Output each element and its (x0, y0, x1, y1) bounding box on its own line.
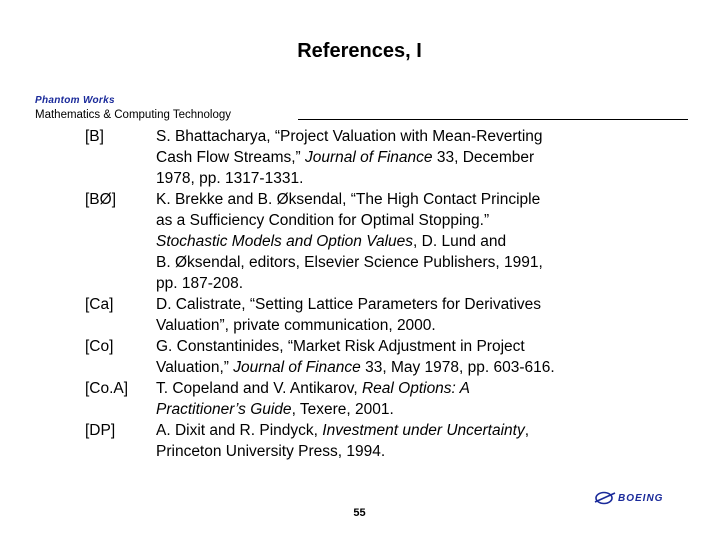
citation-text: A. Dixit and R. Pindyck, (156, 422, 323, 439)
reference-citation (156, 420, 636, 462)
reference-citation (156, 378, 636, 420)
citation-text: pp. 187-208. (156, 275, 244, 292)
department-label: Mathematics & Computing Technology (35, 109, 232, 121)
boeing-wordmark: BOEING (618, 492, 664, 504)
citation-line (156, 147, 636, 168)
reference-item (0, 336, 719, 378)
citation-line (156, 294, 636, 315)
citation-text: Cash Flow Streams,” (156, 149, 306, 166)
citation-line (156, 231, 636, 252)
citation-text: G. Constantinides, “Market Risk Adjustment in Project (156, 338, 525, 355)
citation-line (156, 399, 636, 420)
reference-item (0, 420, 719, 462)
citation-title-text: Real Options: A (361, 380, 470, 397)
reference-item (0, 126, 719, 189)
citation-line (156, 252, 636, 273)
citation-text: 33, December (432, 149, 535, 166)
citation-line (156, 126, 636, 147)
citation-title-text: Investment under Uncertainty (322, 422, 525, 439)
citation-text: Valuation,” (156, 359, 234, 376)
citation-text: Valuation”, private communication, 2000. (156, 317, 436, 334)
citation-text: as a Sufficiency Condition for Optimal Stopping.” (156, 212, 490, 229)
citation-text: , (524, 422, 530, 439)
reference-tag: [DP] (85, 422, 116, 439)
citation-line (156, 336, 636, 357)
page-number: 55 (353, 507, 366, 519)
boeing-logo (594, 490, 663, 506)
reference-tag: [Ca] (85, 296, 114, 313)
citation-text: 33, May 1978, pp. 603-616. (360, 359, 555, 376)
reference-citation (156, 336, 636, 378)
citation-line (156, 168, 636, 189)
reference-citation (156, 294, 636, 336)
citation-text: , Texere, 2001. (291, 401, 394, 418)
reference-item (0, 189, 719, 294)
citation-line (156, 189, 636, 210)
reference-citation (156, 189, 636, 294)
reference-tag: [Co.A] (85, 380, 129, 397)
citation-title-text: Journal of Finance (305, 149, 433, 166)
citation-text: K. Brekke and B. Øksendal, “The High Contact Principle (156, 191, 541, 208)
citation-line (156, 210, 636, 231)
citation-text: 1978, pp. 1317-1331. (156, 170, 304, 187)
reference-tag: [Co] (85, 338, 114, 355)
citation-title-text: Practitioner’s Guide (156, 401, 292, 418)
citation-text: D. Calistrate, “Setting Lattice Parameters for Derivatives (156, 296, 542, 313)
reference-list (0, 126, 719, 462)
citation-line (156, 441, 636, 462)
citation-line (156, 315, 636, 336)
boeing-symbol-icon (594, 490, 616, 506)
citation-title-text: Stochastic Models and Option Values (156, 233, 414, 250)
citation-text: Princeton University Press, 1994. (156, 443, 386, 460)
citation-text: T. Copeland and V. Antikarov, (156, 380, 362, 397)
phantom-works-logo: Phantom Works (35, 95, 115, 106)
reference-tag: [B] (85, 128, 104, 145)
citation-text: B. Øksendal, editors, Elsevier Science Publishers, 1991, (156, 254, 543, 271)
citation-text: , D. Lund and (413, 233, 507, 250)
citation-title-text: Journal of Finance (233, 359, 361, 376)
citation-text: S. Bhattacharya, “Project Valuation with Mean-Reverting (156, 128, 543, 145)
reference-item (0, 378, 719, 420)
reference-item (0, 294, 719, 336)
reference-tag: [BØ] (85, 191, 117, 208)
citation-line (156, 420, 636, 441)
header-divider (298, 119, 688, 120)
reference-citation (156, 126, 636, 189)
citation-line (156, 357, 636, 378)
page-title: References, I (297, 40, 422, 62)
citation-line (156, 378, 636, 399)
citation-line (156, 273, 636, 294)
